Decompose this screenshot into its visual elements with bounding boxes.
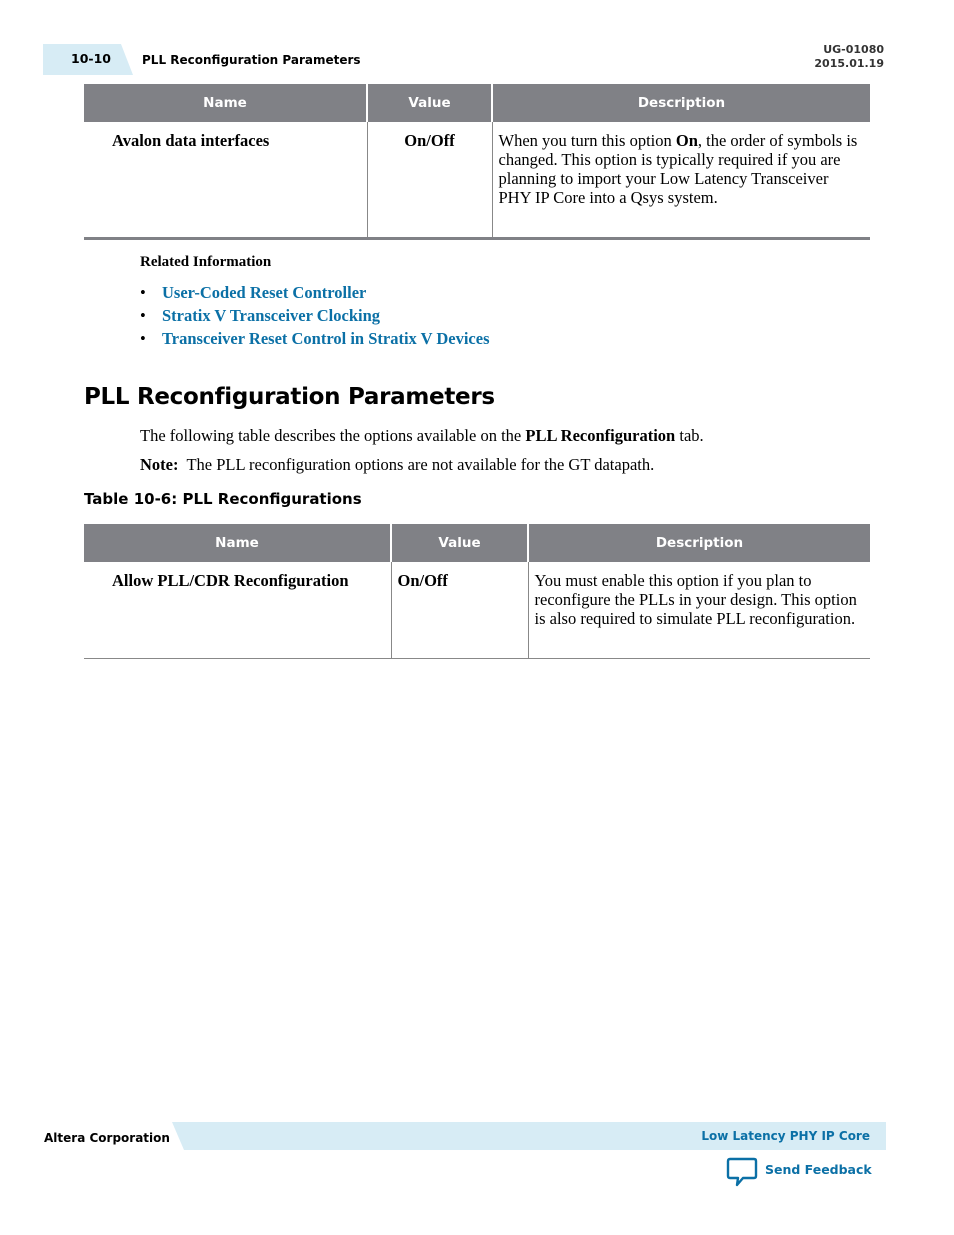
desc-text: When you turn this option <box>498 131 676 150</box>
section-heading: PLL Reconfiguration Parameters <box>84 384 495 410</box>
param-name: Avalon data interfaces <box>112 131 270 150</box>
send-feedback-link[interactable]: Send Feedback <box>765 1162 872 1177</box>
footer-doc-title: Low Latency PHY IP Core <box>701 1129 870 1143</box>
param-description <box>492 122 870 239</box>
doc-id-block <box>814 43 884 71</box>
intro-paragraph <box>140 426 704 446</box>
column-header-description: Description <box>528 524 870 562</box>
related-info-heading: Related Information <box>140 254 272 270</box>
column-header-name: Name <box>84 84 367 122</box>
column-header-name: Name <box>84 524 391 562</box>
param-value: On/Off <box>367 122 492 239</box>
intro-text: The following table describes the options available on the <box>140 426 526 445</box>
param-name: Allow PLL/CDR Reconfiguration <box>112 571 349 590</box>
param-value: On/Off <box>391 562 528 659</box>
parameters-table <box>84 84 870 240</box>
related-links-list <box>140 281 490 350</box>
pll-reconfigurations-table <box>84 524 870 659</box>
link-transceiver-reset-control[interactable]: Transceiver Reset Control in Stratix V Devices <box>162 329 490 348</box>
list-item <box>140 281 490 304</box>
running-header-title: PLL Reconfiguration Parameters <box>142 53 361 67</box>
bullet: • <box>140 329 146 348</box>
list-item <box>140 304 490 327</box>
column-header-description: Description <box>492 84 870 122</box>
column-header-value: Value <box>391 524 528 562</box>
footer-company: Altera Corporation <box>44 1131 170 1145</box>
table-row <box>84 122 870 239</box>
param-description: You must enable this option if you plan to reconfigure the PLLs in your design. This option is also required to simulate PLL reconfiguration. <box>528 562 870 659</box>
bullet: • <box>140 283 146 302</box>
table-header-row <box>84 524 870 562</box>
table-row <box>84 562 870 659</box>
bullet: • <box>140 306 146 325</box>
note-text: The PLL reconfiguration options are not available for the GT datapath. <box>186 455 655 474</box>
table-header-row <box>84 84 870 122</box>
link-stratix-v-transceiver-clocking[interactable]: Stratix V Transceiver Clocking <box>162 306 381 325</box>
list-item <box>140 327 490 350</box>
table-caption: Table 10-6: PLL Reconfigurations <box>84 490 362 508</box>
doc-date: 2015.01.19 <box>814 57 884 70</box>
page-number: 10-10 <box>71 51 111 66</box>
intro-bold: PLL Reconfiguration <box>525 426 676 445</box>
link-user-coded-reset-controller[interactable]: User-Coded Reset Controller <box>162 283 367 302</box>
column-header-value: Value <box>367 84 492 122</box>
desc-bold: On <box>675 131 698 150</box>
note-label: Note: <box>140 455 179 474</box>
speech-bubble-icon[interactable] <box>726 1157 758 1187</box>
intro-text: tab. <box>675 426 704 445</box>
desc-text: , the order of symbols is changed. This option is typically required if you are planning to import your Low Latency Transceiver PHY IP Core into a Qsys system. <box>498 131 858 207</box>
note-paragraph <box>140 455 654 475</box>
doc-id: UG-01080 <box>823 43 884 56</box>
